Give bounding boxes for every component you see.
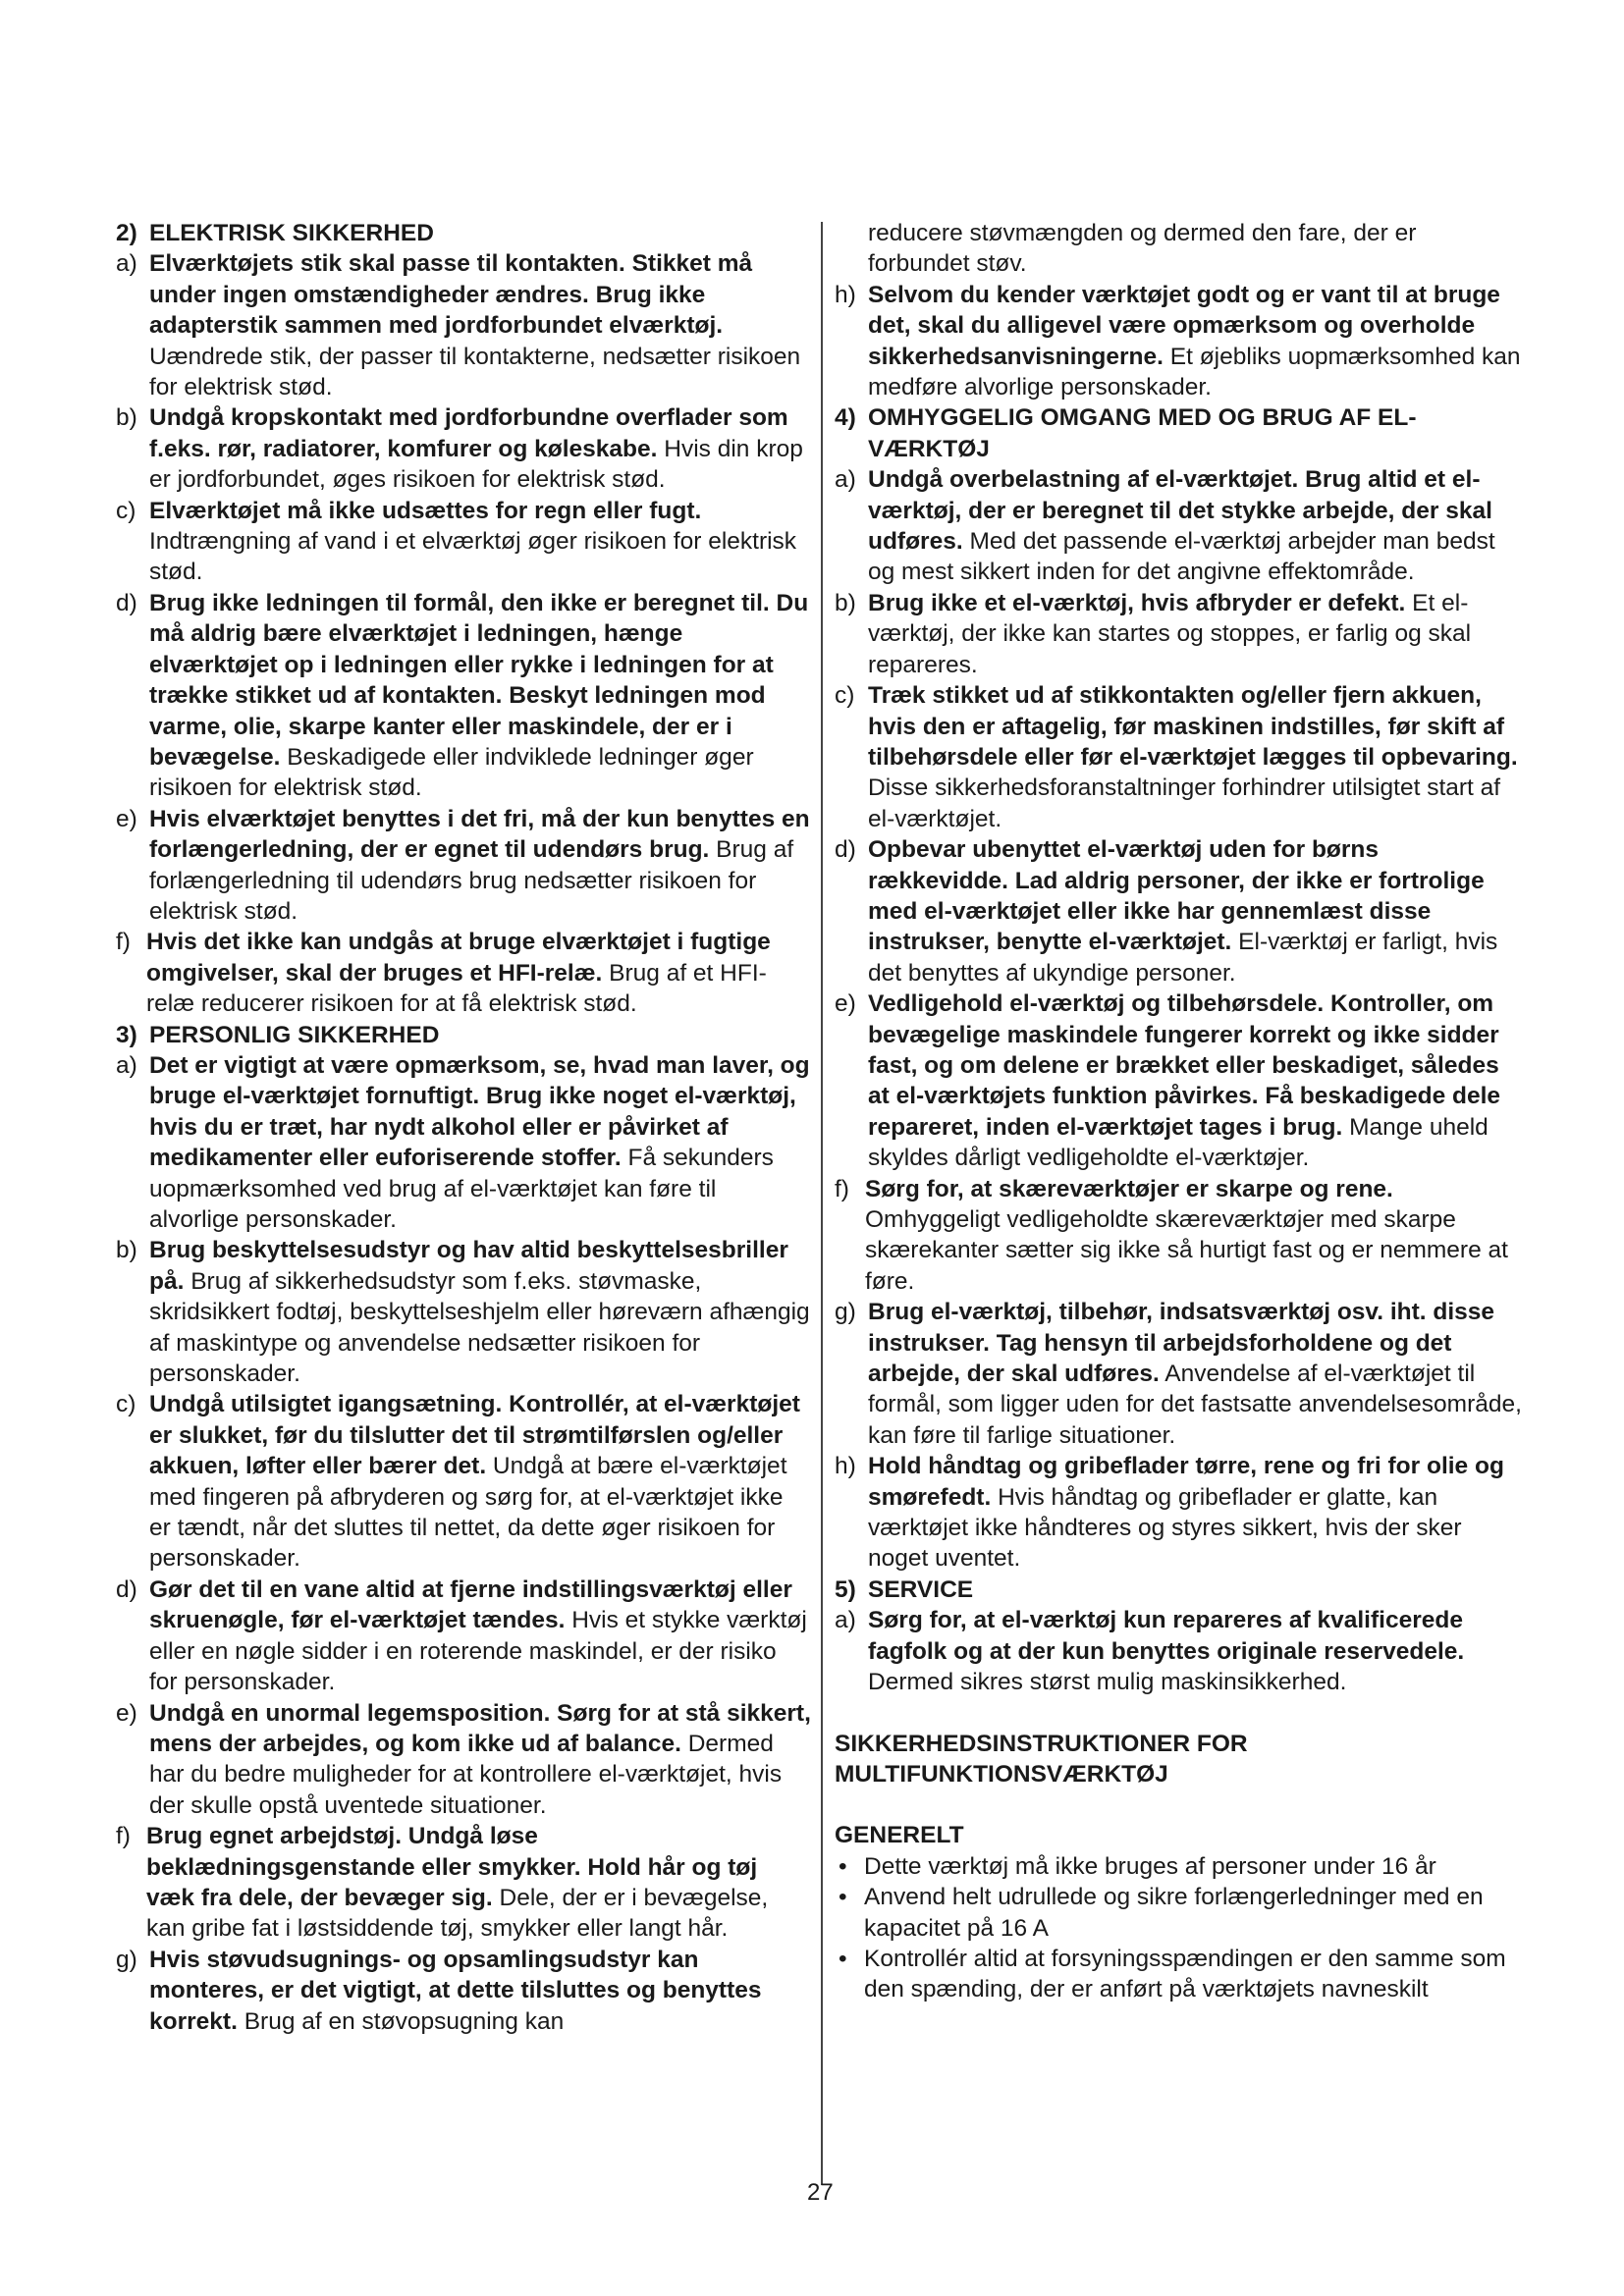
section-3b: b) Brug beskyttelsesudstyr og hav altid beskyttelsesbriller på. Brug af sikkerhedsudstyr som f.eks. støvmaske, skridsikkert fodtøj, beskyttelseshjelm eller høreværn afhængig af maskintype og anvendelse nedsætter risikoen for personskader.: [116, 1237, 810, 1388]
section-3a: a) Det er vigtigt at være opmærksom, se, hvad man laver, og bruge el-værktøjet fornuftigt. Brug ikke noget el-værktøj, hvis du er træt, har nydt alkohol eller er påvirket af medikamenter eller euforiserende stoffer. Få sekunders uopmærksomhed ved brug af el-værktøjet kan føre til alvorlige personskader.: [116, 1051, 810, 1233]
section-4a: a) Undgå overbelastning af el-værktøjet. Brug altid et el-værktøj, der er beregnet til det stykke arbejde, der skal udføres. Med det passende el-værktøj arbejder man bedst og mest sikkert inden for det angivne effektområde.: [835, 466, 1495, 586]
section-4d: d) Opbevar ubenyttet el-værktøj uden for børns rækkevidde. Lad aldrig personer, der ikke er fortrolige med el-værktøjet eller ikke har gennemlæst disse instrukser, benytte el-værktøjet. El-værktøj er farligt, hvis det benyttes af ukyndige personer.: [835, 836, 1498, 987]
section-3e: e) Undgå en unormal legemsposition. Sørg for at stå sikkert, mens der arbejdes, og kom ikke ud af balance. Dermed har du bedre muligheder for at kontrollere el-værktøjet, hvis der skulle opstå uventede situationer.: [116, 1699, 811, 1819]
section-3h: h) Selvom du kender værktøjet godt og er vant til at bruge det, skal du alligevel være opmærksom og overholde sikkerhedsanvisningerne. Et øjebliks uopmærksomhed kan medføre alvorlige personskader.: [835, 281, 1521, 401]
list-item: • Anvend helt udrullede og sikre forlængerledninger med en kapacitet på 16 A: [839, 1884, 1484, 1942]
bullet-icon: •: [839, 1945, 847, 1972]
section-4-heading: 4) OMHYGGELIG OMGANG MED OG BRUG AF EL-VÆRKTØJ: [835, 404, 1417, 462]
spacer: [835, 1789, 1522, 1820]
section-2b: b) Undgå kropskontakt med jordforbundne overflader som f.eks. rør, radiatorer, komfurer og køleskabe. Hvis din krop er jordforbundet, øges risikoen for elektrisk stød.: [116, 404, 803, 494]
general-heading: GENERELT: [835, 1822, 964, 1849]
section-3f: f) Brug egnet arbejdstøj. Undgå løse beklædningsgenstande eller smykker. Hold hår og tøj væk fra dele, der bevæger sig. Dele, der er i bevægelse, kan gribe fat i løstsiddende tøj, smykker eller langt hår.: [116, 1823, 769, 1943]
list-item: • Kontrollér altid at forsyningsspændingen er den samme som den spænding, der er anført på værktøjets navneskilt: [839, 1945, 1506, 2003]
section-4b: b) Brug ikke et el-værktøj, hvis afbryder er defekt. Et el-værktøj, der ikke kan startes og stoppes, er farlig og skal repareres.: [835, 589, 1472, 678]
section-2e: e) Hvis elværktøjet benyttes i det fri, må der kun benyttes en forlængerledning, der er egnet til udendørs brug. Brug af forlængerledning til udendørs brug nedsætter risikoen for elektrisk stød.: [116, 805, 810, 925]
section-4f: f) Sørg for, at skæreværktøjer er skarpe og rene. Omhyggeligt vedligeholdte skæreværktøjer med skarpe skærekanter sætter sig ikke så hurtigt fast og er nemmere at føre.: [835, 1175, 1508, 1295]
page-number: 27: [807, 2179, 834, 2206]
bullet-icon: •: [839, 1852, 847, 1880]
section-5a: a) Sørg for, at el-værktøj kun repareres af kvalificerede fagfolk og at der kun benyttes originale reservedele. Dermed sikres størst mulig maskinsikkerhed.: [835, 1607, 1465, 1696]
section-3c: c) Undgå utilsigtet igangsætning. Kontrollér, at el-værktøjet er slukket, før du tilslutter det til strømtilførslen og/eller akkuen, løfter eller bærer det. Undgå at bære el-værktøjet med fingeren på afbryderen og sørg for, at el-værktøjet ikke er tændt, når det sluttes til nettet, da dette øger risikoen for personskader.: [116, 1391, 800, 1573]
right-column: [835, 218, 1522, 2005]
section-2-heading: 2) ELEKTRISK SIKKERHED: [116, 220, 434, 246]
section-3g-continued: reducere støvmængden og dermed den fare, der er forbundet støv.: [868, 220, 1417, 278]
spacer: [835, 1698, 1522, 1729]
section-4h: h) Hold håndtag og gribeflader tørre, rene og fri for olie og smørefedt. Hvis håndtag og gribeflader er glatte, kan værktøjet ikke håndteres og styres sikkert, hvis der sker noget uventet.: [835, 1453, 1504, 1573]
section-4e: e) Vedligehold el-værktøj og tilbehørsdele. Kontroller, om bevægelige maskindele fungerer korrekt og ikke sidder fast, og om delene er brækket eller beskadiget, således at el-værktøjets funktion påvirkes. Få beskadigede dele repareret, inden el-værktøjet tages i brug. Mange uheld skyldes dårligt vedligeholdte el-værktøjer.: [835, 990, 1501, 1172]
section-2d: d) Brug ikke ledningen til formål, den ikke er beregnet til. Du må aldrig bære elværktøjet i ledningen, hænge elværktøjet op i ledningen eller rykke i ledningen for at trække stikket ud af kontakten. Beskyt ledningen mod varme, olie, skarpe kanter eller maskindele, der er i bevægelse. Beskadigede eller indviklede ledninger øger risikoen for elektrisk stød.: [116, 589, 809, 802]
section-3g: g) Hvis støvudsugnings- og opsamlingsudstyr kan monteres, er det vigtigt, at dette tilsluttes og benyttes korrekt. Brug af en støvopsugning kan: [116, 1946, 762, 2035]
section-2a: a) Elværktøjets stik skal passe til kontakten. Stikket må under ingen omstændigheder ændres. Brug ikke adapterstik sammen med jordforbundet elværktøj. Uændrede stik, der passer til kontakterne, nedsætter risikoen for elektrisk stød.: [116, 250, 801, 401]
multitool-safety-heading: SIKKERHEDSINSTRUKTIONER FOR MULTIFUNKTIONSVÆRKTØJ: [835, 1730, 1248, 1788]
section-3d: d) Gør det til en vane altid at fjerne indstillingsværktøj eller skruenøgle, før el-værktøjet tændes. Hvis et stykke værktøj eller en nøgle sidder i en roterende maskindel, er der risiko for personskader.: [116, 1575, 807, 1696]
section-4g: g) Brug el-værktøj, tilbehør, indsatsværktøj osv. iht. disse instrukser. Tag hensyn til arbejdsforholdene og det arbejde, der skal udføres. Anvendelse af el-værktøjet til formål, som ligger uden for det fastsatte anvendelsesområde, kan føre til farlige situationer.: [835, 1299, 1522, 1449]
section-3-heading: 3) PERSONLIG SIKKERHED: [116, 1021, 440, 1048]
section-2f: f) Hvis det ikke kan undgås at bruge elværktøjet i fugtige omgivelser, skal der bruges et HFI-relæ. Brug af et HFI-relæ reducerer risikoen for at få elektrisk stød.: [116, 929, 771, 1018]
column-divider: [821, 222, 823, 2185]
list-item: • Dette værktøj må ikke bruges af personer under 16 år: [835, 1851, 1522, 1882]
section-5-heading: 5) SERVICE: [835, 1575, 974, 1603]
section-2c: c) Elværktøjet må ikke udsættes for regn eller fugt. Indtrængning af vand i et elværktøj øger risikoen for elektrisk stød.: [116, 497, 797, 586]
section-4c: c) Træk stikket ud af stikkontakten og/eller fjern akkuen, hvis den er aftagelig, før maskinen indstilles, før skift af tilbehørsdele eller før el-værktøjet lægges til opbevaring. Disse sikkerhedsforanstaltninger forhindrer utilsigtet start af el-værktøjet.: [835, 682, 1518, 832]
left-column: [116, 218, 811, 2037]
bullet-icon: •: [839, 1884, 847, 1911]
